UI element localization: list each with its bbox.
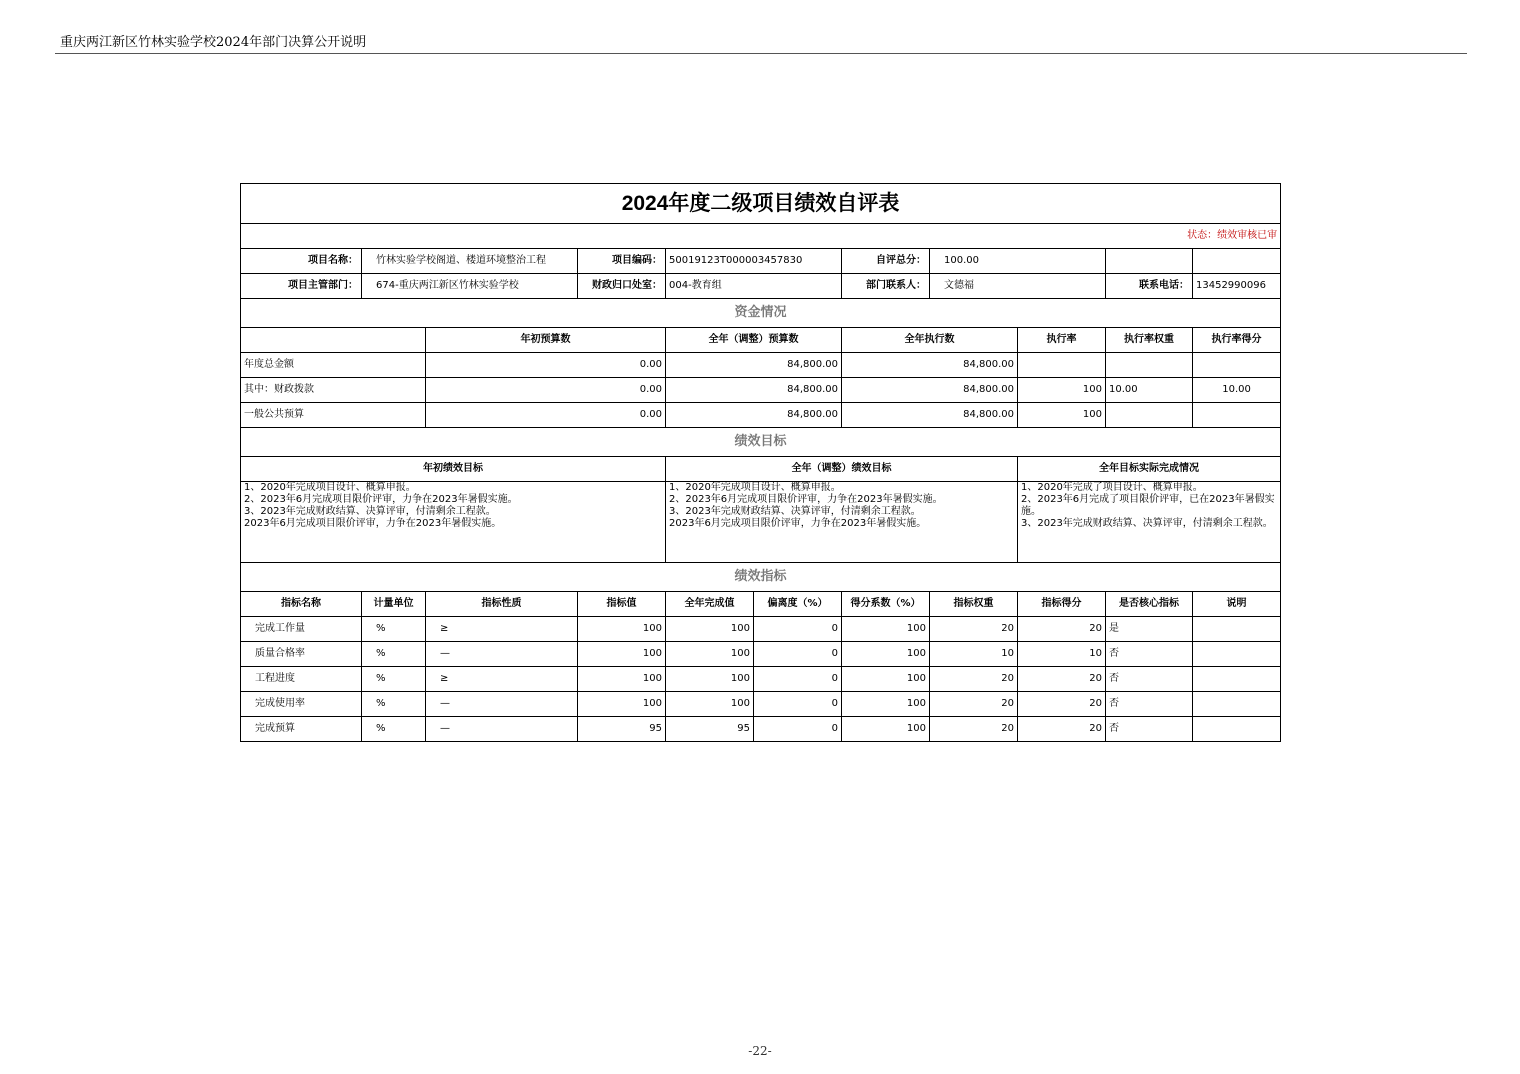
indicator-column-header: 指标值: [578, 592, 666, 617]
indicator-weight: 20: [930, 667, 1018, 692]
indicator-score: 20: [1018, 717, 1106, 742]
indicator-column-header: 指标得分: [1018, 592, 1106, 617]
funds-row: [241, 378, 1281, 403]
goal-initial-text: 1、2020年完成项目设计、概算申报。 2、2023年6月完成项目限价评审，力争在2023年暑假实施。 3、2023年完成财政结算、决算评审，付清剩余工程款。 2023年6月完成项目限价评审，力争在2023年暑假实施。: [244, 482, 518, 529]
funds-score: [1193, 353, 1281, 378]
indicator-weight: 20: [930, 717, 1018, 742]
status-row: [241, 224, 1281, 249]
indicator-weight: 20: [930, 692, 1018, 717]
funds-weight: [1106, 353, 1193, 378]
goals-section-title: 绩效目标: [241, 428, 1281, 457]
page-header-title: 重庆两江新区竹林实验学校2024年部门决算公开说明: [60, 35, 367, 50]
funds-weight: 10.00: [1106, 378, 1193, 403]
indicator-note: [1193, 642, 1281, 667]
indicator-coef: 100: [842, 667, 930, 692]
goals-header-row: [241, 457, 1281, 482]
funds-score: [1193, 403, 1281, 428]
info-row-1: [241, 249, 1281, 274]
funds-initial: 0.00: [426, 353, 666, 378]
indicator-unit: %: [362, 642, 426, 667]
indicator-unit: %: [362, 692, 426, 717]
indicator-nature: —: [426, 642, 578, 667]
project-name-label: 项目名称：: [241, 249, 362, 274]
form-body: [241, 184, 1281, 742]
indicator-score: 20: [1018, 667, 1106, 692]
indicator-column-header: 指标名称: [241, 592, 362, 617]
funds-row-name: 一般公共预算: [241, 403, 426, 428]
goals-content-row: [241, 482, 1281, 563]
indicator-name: 质量合格率: [241, 642, 362, 667]
indicator-name: 完成工作量: [241, 617, 362, 642]
indicator-row: [241, 692, 1281, 717]
indicator-target: 100: [578, 692, 666, 717]
contact-label: 部门联系人：: [842, 274, 930, 299]
indicator-actual: 100: [666, 692, 754, 717]
funds-executed: 84,800.00: [842, 378, 1018, 403]
indicator-deviation: 0: [754, 617, 842, 642]
funds-column-header: 执行率: [1018, 328, 1106, 353]
indicator-column-header: 说明: [1193, 592, 1281, 617]
self-score-value: 100.00: [930, 249, 1106, 274]
funds-executed: 84,800.00: [842, 353, 1018, 378]
indicator-deviation: 0: [754, 642, 842, 667]
dept-label: 项目主管部门：: [241, 274, 362, 299]
goals-section-row: [241, 428, 1281, 457]
empty-cell: [241, 328, 426, 353]
indicator-deviation: 0: [754, 692, 842, 717]
funds-column-header: 全年执行数: [842, 328, 1018, 353]
indicator-name: 工程进度: [241, 667, 362, 692]
indicator-score: 20: [1018, 692, 1106, 717]
indicator-row: [241, 717, 1281, 742]
funds-adjusted: 84,800.00: [666, 353, 842, 378]
indicator-column-header: 是否核心指标: [1106, 592, 1193, 617]
indicator-note: [1193, 667, 1281, 692]
indicator-target: 100: [578, 617, 666, 642]
indicators-section-title: 绩效指标: [241, 563, 1281, 592]
indicator-row: [241, 667, 1281, 692]
office-value: 004-教育组: [666, 274, 842, 299]
funds-adjusted: 84,800.00: [666, 403, 842, 428]
indicator-nature: ≥: [426, 617, 578, 642]
funds-section-row: [241, 299, 1281, 328]
funds-rate: 100: [1018, 403, 1106, 428]
indicator-core: 否: [1106, 692, 1193, 717]
indicator-column-header: 指标性质: [426, 592, 578, 617]
indicator-column-header: 得分系数（%）: [842, 592, 930, 617]
indicator-target: 100: [578, 667, 666, 692]
indicator-target: 95: [578, 717, 666, 742]
funds-weight: [1106, 403, 1193, 428]
indicator-coef: 100: [842, 717, 930, 742]
project-name-value: 竹林实验学校阁道、楼道环境整治工程: [362, 249, 578, 274]
header-divider: [55, 53, 1467, 54]
indicator-actual: 100: [666, 667, 754, 692]
funds-executed: 84,800.00: [842, 403, 1018, 428]
indicator-nature: ≥: [426, 667, 578, 692]
empty-cell: [1193, 249, 1281, 274]
funds-score: 10.00: [1193, 378, 1281, 403]
indicator-core: 是: [1106, 617, 1193, 642]
indicator-core: 否: [1106, 717, 1193, 742]
funds-row: [241, 403, 1281, 428]
indicator-actual: 100: [666, 642, 754, 667]
indicator-column-header: 全年完成值: [666, 592, 754, 617]
indicator-column-header: 计量单位: [362, 592, 426, 617]
office-label: 财政归口处室：: [578, 274, 666, 299]
goals-column-header: 年初绩效目标: [241, 457, 666, 482]
funds-column-header: 全年（调整）预算数: [666, 328, 842, 353]
goals-column-header: 全年（调整）绩效目标: [666, 457, 1018, 482]
indicator-weight: 20: [930, 617, 1018, 642]
page-number: -22-: [748, 1044, 772, 1058]
funds-initial: 0.00: [426, 378, 666, 403]
indicator-actual: 95: [666, 717, 754, 742]
funds-row-name: 年度总金额: [241, 353, 426, 378]
funds-section-title: 资金情况: [241, 299, 1281, 328]
funds-rate: [1018, 353, 1106, 378]
info-row-2: [241, 274, 1281, 299]
empty-cell: [1106, 249, 1193, 274]
indicator-deviation: 0: [754, 717, 842, 742]
performance-self-evaluation-table: [240, 183, 1281, 742]
indicator-name: 完成使用率: [241, 692, 362, 717]
indicators-header-row: [241, 592, 1281, 617]
title-row: [241, 184, 1281, 224]
indicator-column-header: 偏离度（%）: [754, 592, 842, 617]
goal-text-cell: [666, 482, 1018, 563]
indicator-target: 100: [578, 642, 666, 667]
indicator-core: 否: [1106, 667, 1193, 692]
indicator-nature: —: [426, 717, 578, 742]
indicator-unit: %: [362, 617, 426, 642]
indicator-note: [1193, 692, 1281, 717]
indicators-section-row: [241, 563, 1281, 592]
project-code-label: 项目编码：: [578, 249, 666, 274]
indicator-nature: —: [426, 692, 578, 717]
funds-column-header: 执行率权重: [1106, 328, 1193, 353]
indicator-row: [241, 642, 1281, 667]
indicator-score: 10: [1018, 642, 1106, 667]
funds-column-header: 执行率得分: [1193, 328, 1281, 353]
indicator-deviation: 0: [754, 667, 842, 692]
indicator-unit: %: [362, 717, 426, 742]
funds-row: [241, 353, 1281, 378]
goal-text-cell: [241, 482, 666, 563]
goal-adjusted-text: 1、2020年完成项目设计、概算申报。 2、2023年6月完成项目限价评审，力争在2023年暑假实施。 3、2023年完成财政结算、决算评审，付清剩余工程款。 2023年6月完成项目限价评审，力争在2023年暑假实施。: [669, 482, 943, 529]
funds-row-name: 其中：财政拨款: [241, 378, 426, 403]
indicator-weight: 10: [930, 642, 1018, 667]
form-title: 2024年度二级项目绩效自评表: [241, 184, 1281, 224]
status-badge: 状态：绩效审核已审: [241, 224, 1281, 249]
funds-initial: 0.00: [426, 403, 666, 428]
indicator-note: [1193, 617, 1281, 642]
funds-adjusted: 84,800.00: [666, 378, 842, 403]
contact-value: 文德福: [930, 274, 1106, 299]
goal-text-cell: [1018, 482, 1281, 563]
indicator-actual: 100: [666, 617, 754, 642]
phone-value: 13452990096: [1193, 274, 1281, 299]
indicator-column-header: 指标权重: [930, 592, 1018, 617]
goals-column-header: 全年目标实际完成情况: [1018, 457, 1281, 482]
funds-header-row: [241, 328, 1281, 353]
indicator-note: [1193, 717, 1281, 742]
funds-column-header: 年初预算数: [426, 328, 666, 353]
indicator-row: [241, 617, 1281, 642]
indicator-unit: %: [362, 667, 426, 692]
goal-actual-text: 1、2020年完成了项目设计、概算申报。 2、2023年6月完成了项目限价评审，已在2023年暑假实施。 3、2023年完成财政结算、决算评审，付清剩余工程款。: [1021, 482, 1275, 529]
indicator-coef: 100: [842, 692, 930, 717]
indicator-name: 完成预算: [241, 717, 362, 742]
dept-value: 674-重庆两江新区竹林实验学校: [362, 274, 578, 299]
indicator-coef: 100: [842, 642, 930, 667]
indicator-coef: 100: [842, 617, 930, 642]
self-score-label: 自评总分：: [842, 249, 930, 274]
phone-label: 联系电话：: [1106, 274, 1193, 299]
indicator-score: 20: [1018, 617, 1106, 642]
indicator-core: 否: [1106, 642, 1193, 667]
funds-rate: 100: [1018, 378, 1106, 403]
project-code-value: 50019123T000003457830: [666, 249, 842, 274]
